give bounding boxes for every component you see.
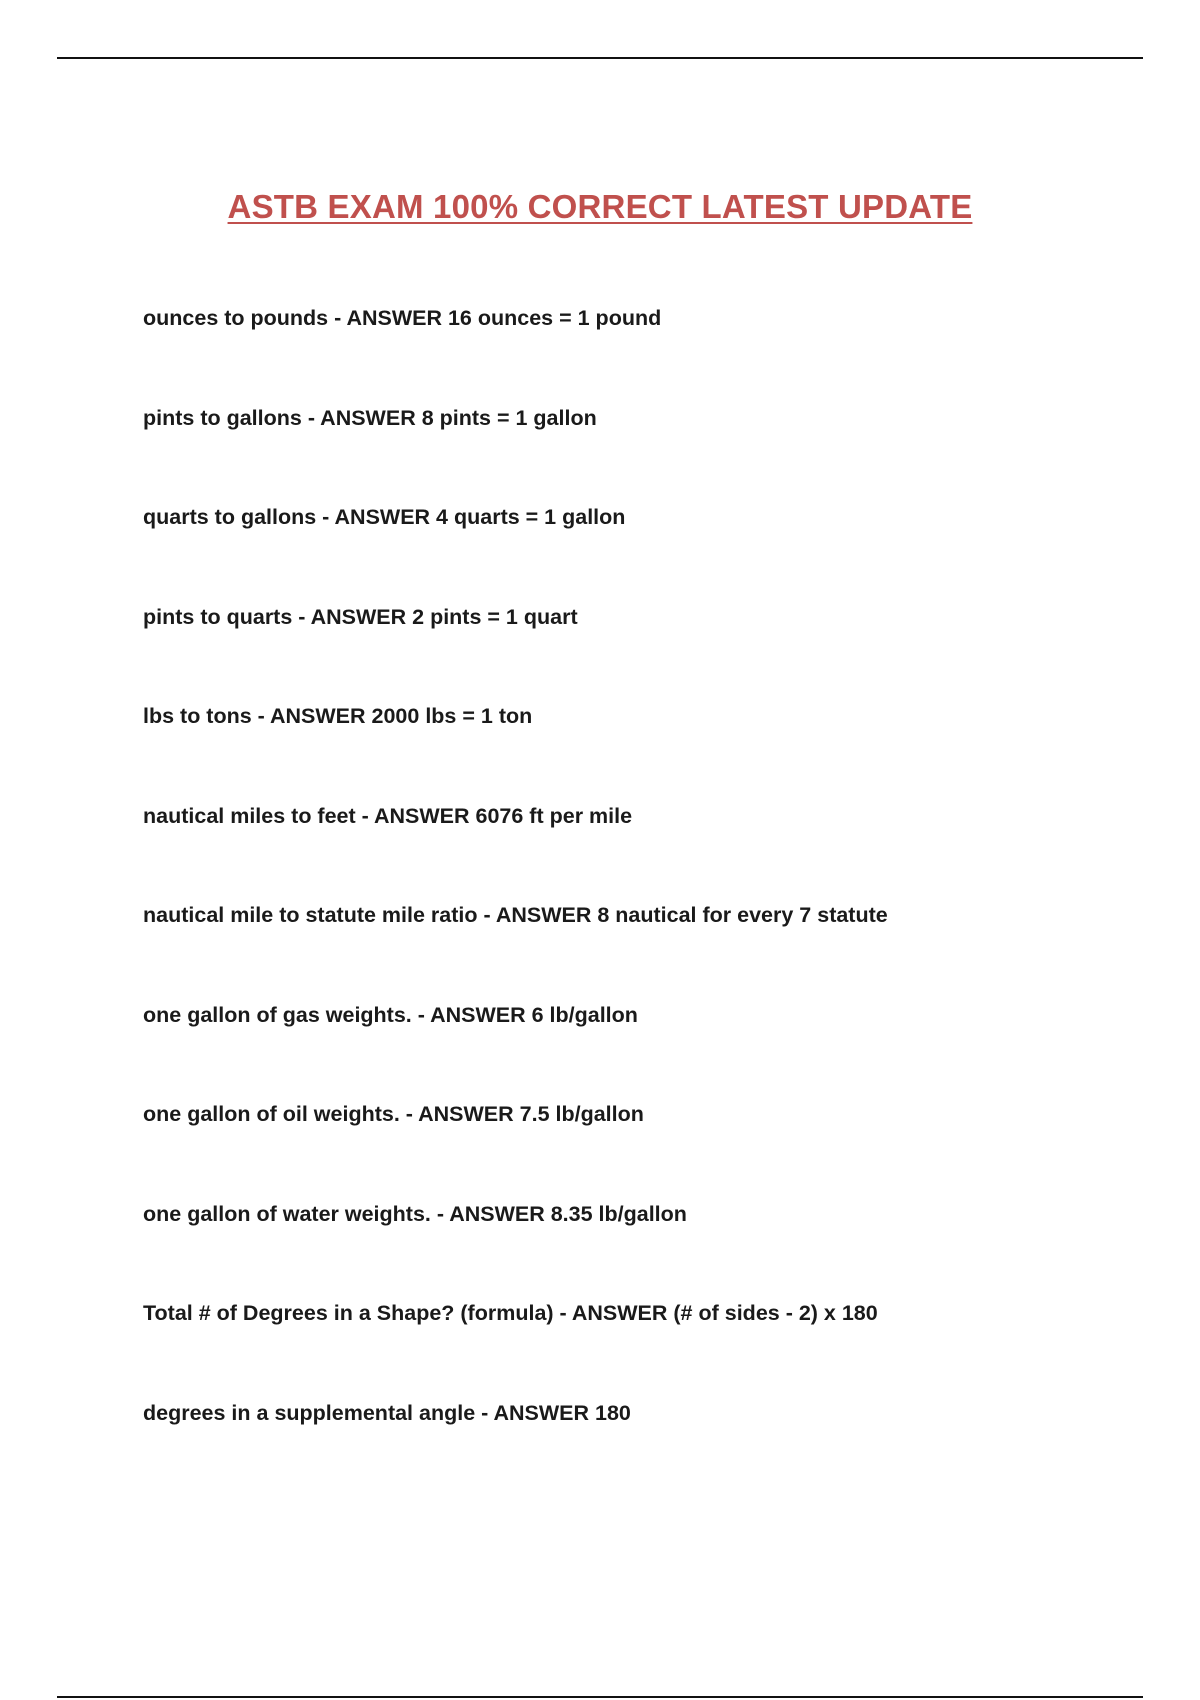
qa-item: ounces to pounds - ANSWER 16 ounces = 1 pound <box>143 306 662 330</box>
qa-item: Total # of Degrees in a Shape? (formula) - ANSWER (# of sides - 2) x 180 <box>143 1301 878 1325</box>
document-title: ASTB EXAM 100% CORRECT LATEST UPDATE <box>227 188 973 225</box>
qa-item: quarts to gallons - ANSWER 4 quarts = 1 gallon <box>143 505 626 529</box>
qa-item: degrees in a supplemental angle - ANSWER 180 <box>143 1400 631 1425</box>
qa-item: pints to quarts - ANSWER 2 pints = 1 quart <box>143 604 578 629</box>
qa-item: nautical mile to statute mile ratio - ANSWER 8 nautical for every 7 statute <box>143 903 888 927</box>
qa-item: one gallon of oil weights. - ANSWER 7.5 lb/gallon <box>143 1102 644 1126</box>
qa-item: lbs to tons - ANSWER 2000 lbs = 1 ton <box>143 704 533 728</box>
qa-item: nautical miles to feet - ANSWER 6076 ft per mile <box>143 803 633 828</box>
qa-item: one gallon of water weights. - ANSWER 8.35 lb/gallon <box>143 1201 687 1226</box>
qa-item: pints to gallons - ANSWER 8 pints = 1 gallon <box>143 405 597 430</box>
footer-rule <box>57 1696 1143 1698</box>
qa-item: one gallon of gas weights. - ANSWER 6 lb/gallon <box>143 1002 638 1027</box>
header-rule <box>57 57 1143 59</box>
qa-list <box>143 304 1103 1498</box>
